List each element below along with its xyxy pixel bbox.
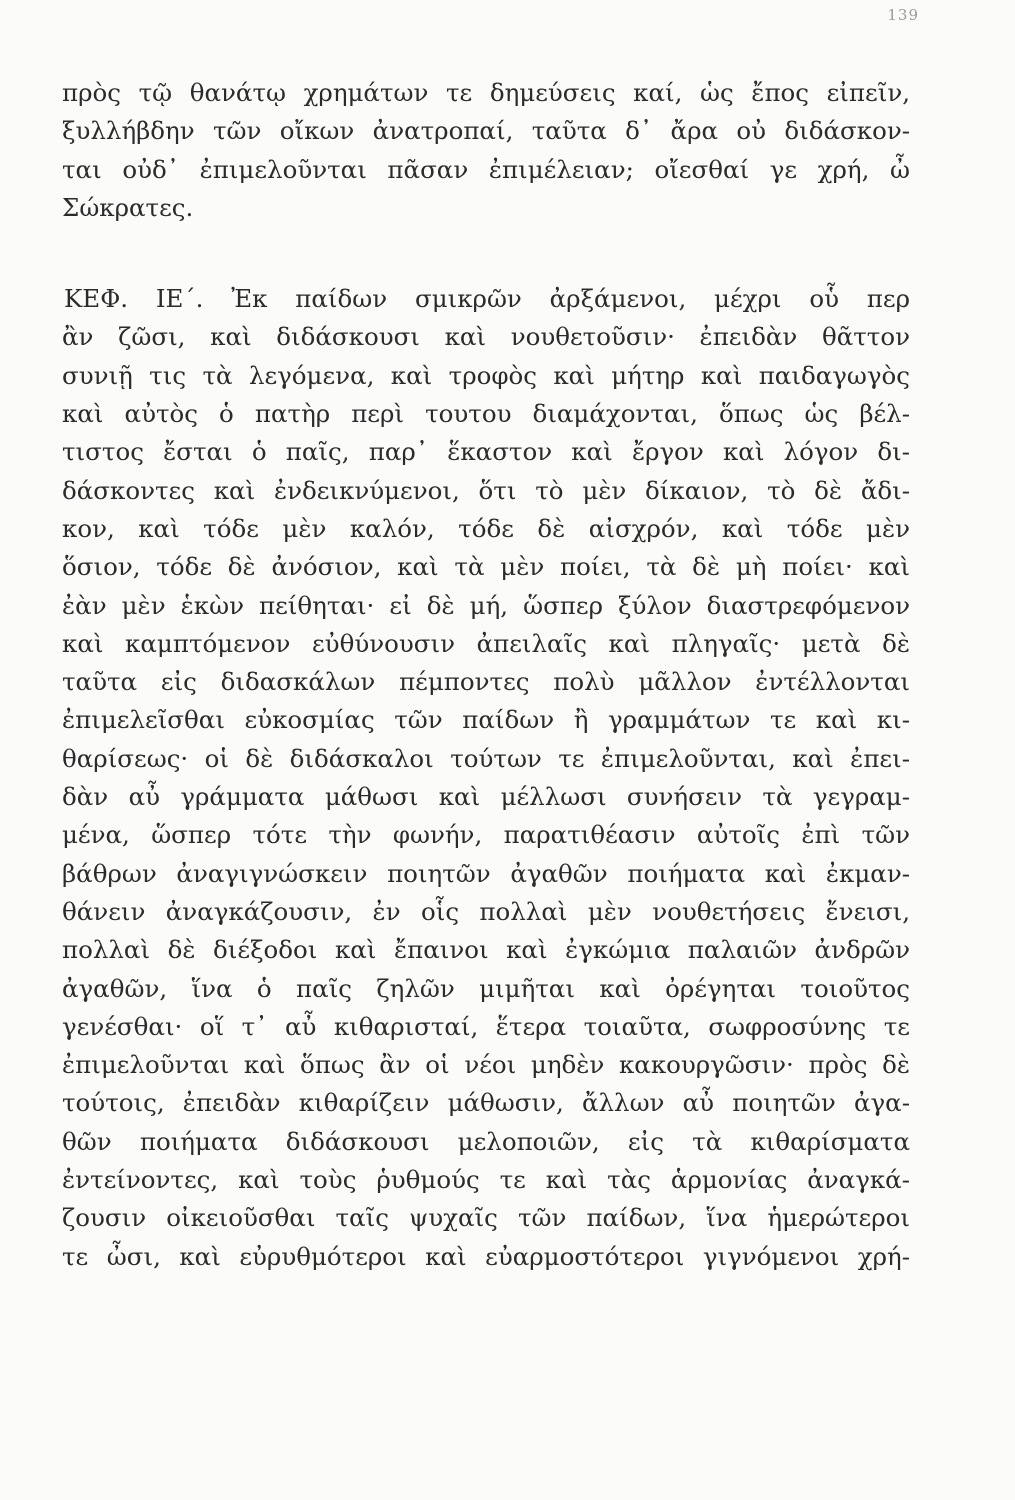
text-line: ξυλλήβδην τῶν οἴκων ἀνατροπαί, ταῦτα δ᾽ ἄρα οὐ διδάσκον- <box>62 116 910 146</box>
text-line: βάθρων ἀναγιγνώσκειν ποιητῶν ἀγαθῶν ποιήματα καὶ ἐκμαν- <box>62 858 910 888</box>
text-line: δὰν αὖ γράμματα μάθωσι καὶ μέλλωσι συνήσειν τὰ γεγραμ- <box>62 782 910 812</box>
text-line: ἂν ζῶσι, καὶ διδάσκουσι καὶ νουθετοῦσιν· ἐπειδὰν θᾶττον <box>62 322 910 352</box>
text-line: ὅσιον, τόδε δὲ ἀνόσιον, καὶ τὰ μὲν ποίει, τὰ δὲ μὴ ποίει· καὶ <box>62 552 910 582</box>
text-line: ἐπιμελοῦνται καὶ ὅπως ἂν οἱ νέοι μηδὲν κακουργῶσιν· πρὸς δὲ <box>62 1050 910 1080</box>
text-line: τιστος ἔσται ὁ παῖς, παρ᾽ ἕκαστον καὶ ἔργον καὶ λόγον δι- <box>62 437 910 467</box>
text-line: πολλαὶ δὲ διέξοδοι καὶ ἔπαινοι καὶ ἐγκώμια παλαιῶν ἀνδρῶν <box>62 935 910 965</box>
text-line: ἀγαθῶν, ἵνα ὁ παῖς ζηλῶν μιμῆται καὶ ὀρέγηται τοιοῦτος <box>62 973 910 1003</box>
text-line: ἐπιμελεῖσθαι εὐκοσμίας τῶν παίδων ἢ γραμμάτων τε καὶ κι- <box>62 705 910 735</box>
text-line: κον, καὶ τόδε μὲν καλόν, τόδε δὲ αἰσχρόν, καὶ τόδε μὲν <box>62 513 910 543</box>
text-line: τούτοις, ἐπειδὰν κιθαρίζειν μάθωσιν, ἄλλων αὖ ποιητῶν ἀγα- <box>62 1088 910 1118</box>
text-line: ταῦτα εἰς διδασκάλων πέμποντες πολὺ μᾶλλον ἐντέλλονται <box>62 667 910 697</box>
text-line: καὶ καμπτόμενον εὐθύνουσιν ἀπειλαῖς καὶ πληγαῖς· μετὰ δὲ <box>62 628 910 658</box>
text-line: θάνειν ἀναγκάζουσιν, ἐν οἷς πολλαὶ μὲν νουθετήσεις ἔνεισι, <box>62 896 910 926</box>
text-line: γενέσθαι· οἵ τ᾽ αὖ κιθαρισταί, ἕτερα τοιαῦτα, σωφροσύνης τε <box>62 1011 910 1041</box>
paragraph <box>62 74 910 227</box>
text-line: θαρίσεως· οἱ δὲ διδάσκαλοι τούτων τε ἐπιμελοῦνται, καὶ ἐπει- <box>62 743 910 773</box>
page-text <box>62 74 910 1276</box>
text-line: συνιῇ τις τὰ λεγόμενα, καὶ τροφὸς καὶ μήτηρ καὶ παιδαγωγὸς <box>62 360 910 390</box>
text-line: θῶν ποιήματα διδάσκουσι μελοποιῶν, εἰς τὰ κιθαρίσματα <box>62 1126 910 1156</box>
text-line: καὶ αὐτὸς ὁ πατὴρ περὶ τουτου διαμάχονται, ὅπως ὡς βέλ- <box>62 399 910 429</box>
paragraph <box>62 280 910 1276</box>
text-line: Σώκρατες. <box>62 192 194 222</box>
text-line: ἐὰν μὲν ἑκὼν πείθηται· εἰ δὲ μή, ὥσπερ ξύλον διαστρεφόμενον <box>62 590 910 620</box>
text-line: ζουσιν οἰκειοῦσθαι ταῖς ψυχαῖς τῶν παίδων, ἵνα ἡμερώτεροι <box>62 1203 910 1233</box>
text-line: δάσκοντες καὶ ἐνδεικνύμενοι, ὅτι τὸ μὲν δίκαιον, τὸ δὲ ἄδι- <box>62 475 910 505</box>
chapter-heading-line: ΚΕΦ. ΙΕ΄. Ἐκ παίδων σμικρῶν ἀρξάμενοι, μέχρι οὗ περ <box>64 284 910 314</box>
text-line: τε ὦσι, καὶ εὐρυθμότεροι καὶ εὐαρμοστότεροι γιγνόμενοι χρή- <box>62 1241 910 1271</box>
page-number: 139 <box>887 6 919 24</box>
text-line: μένα, ὥσπερ τότε τὴν φωνήν, παρατιθέασιν αὐτοῖς ἐπὶ τῶν <box>62 820 910 850</box>
text-line: ἐντείνοντες, καὶ τοὺς ῥυθμούς τε καὶ τὰς ἁρμονίας ἀναγκά- <box>62 1165 910 1195</box>
text-line: πρὸς τῷ θανάτῳ χρημάτων τε δημεύσεις καί, ὡς ἔπος εἰπεῖν, <box>62 78 910 107</box>
text-line: ται οὐδ᾽ ἐπιμελοῦνται πᾶσαν ἐπιμέλειαν; οἴεσθαί γε χρή, ὦ <box>62 154 910 184</box>
